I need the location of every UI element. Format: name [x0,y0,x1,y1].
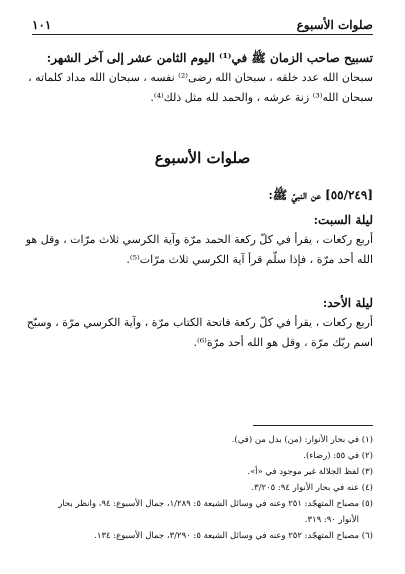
footnote-continuation: الأنوار ٩٠: ٣١٩. [304,515,359,525]
text-line: أربع ركعات ، يقرأ في كلّ ركعة الحمد مرّة وآية الكرسي ثلاث مرّات ، وقل هو [25,233,373,246]
footnotes [32,432,373,544]
footnote: (٥) مصباح المتهجّد: ٢٥١ وعنه في وسائل الشيعة ٥: ١/٢٨٩، جمال الأسبوع: ٩٤، وانظر بحار [58,499,373,509]
footnote: (٦) مصباح المتهجّد: ٢٥٢ وعنه في وسائل الشيعة ٥: ٣/٢٩٠، جمال الأسبوع: ١٣٤. [94,531,373,541]
saturday-section [25,210,373,270]
sunday-section [26,293,373,353]
text-line: سبحان الله⁽³⁾ زنة عرشه ، والحمد لله مثل ذلك⁽⁴⁾. [150,91,373,104]
tasbih-heading: تسبيح صاحب الزمان ﷺ في⁽¹⁾ اليوم الثامن عشر إلى آخر الشهر: [46,51,373,65]
footnote: (٣) لفظ الجلالة غير موجود في «أ». [247,467,373,477]
page-header [32,10,373,35]
hadith-reference [32,185,373,205]
text-line: أربع ركعات ، يقرأ في كلّ ركعة فاتحة الكتاب مرّة ، وآية الكرسي مرّة ، وسبّح [26,316,373,329]
text-line: الله أحد مرّة ، فإذا سلّم قرأ آية الكرسي ثلاث مرّات⁽⁵⁾. [126,253,373,266]
saturday-heading: ليلة السبت: [313,213,373,227]
footnote: (١) في بحار الأنوار: (من) بدل من (في). [231,435,373,445]
text-line: سبحان الله عدد خلقه ، سبحان الله رضى⁽²⁾ نفسه ، سبحان الله مداد كلماته ، [28,71,373,84]
footnote-separator [253,425,373,426]
footnote: (٢) في ٥٥: (رضاء). [303,451,373,461]
saturday-text [25,230,373,270]
page-number: ١٠١ [32,18,52,32]
sunday-heading: ليلة الأحد: [322,296,373,310]
tasbih-text [28,68,373,108]
footnote: (٤) عنه في بحار الأنوار ٩٤: ٣/٢٠٥. [251,483,373,493]
sunday-text [26,313,373,353]
running-title: صلوات الأسبوع [296,18,373,32]
hadith-ref: [٥٥/٢٤٩] عن النبيّ ﷺ: [268,188,373,202]
section-title: صلوات الأسبوع [154,149,251,167]
tasbih-section [28,48,373,108]
text-line: اسم ربّك مرّة ، وقل هو الله أحد مرّة⁽⁶⁾. [193,336,373,349]
